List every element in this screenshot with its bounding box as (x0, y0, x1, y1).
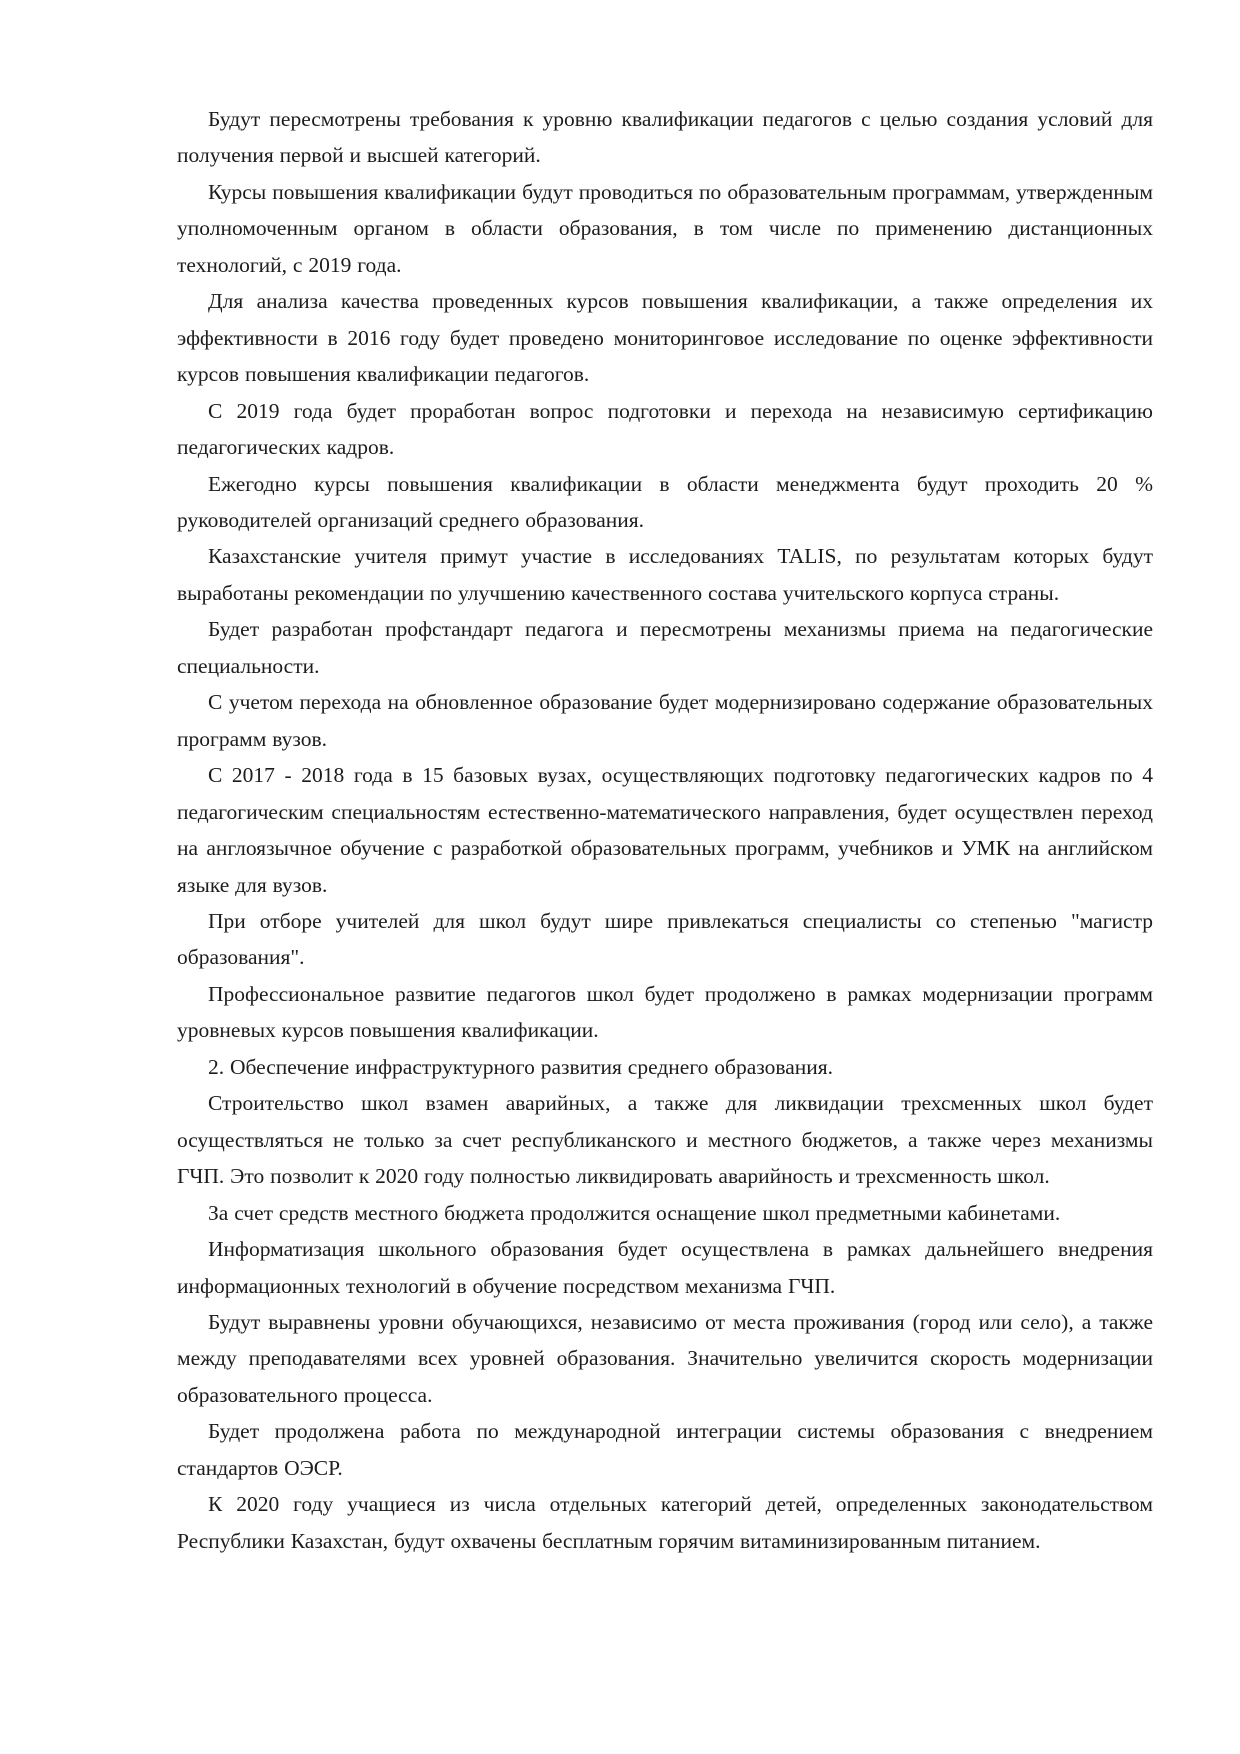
paragraph: При отборе учителей для школ будут шире привлекаться специалисты со степенью "магистр образования". (177, 908, 1153, 970)
document-body (177, 101, 1153, 1559)
paragraph: Будут пересмотрены требования к уровню квалификации педагогов с целью создания условий для получения первой и высшей категорий. (177, 107, 1153, 168)
paragraph: 2. Обеспечение инфраструктурного развития среднего образования. (208, 1054, 834, 1079)
paragraph: С 2017 - 2018 года в 15 базовых вузах, осуществляющих подготовку педагогических кадров по 4 педагогическим специальностям естественно-математического направления, будет осуществлен переход на англоязычное обучение с разработкой образовательных программ, учебников и УМК на английском языке для вузов. (177, 763, 1153, 897)
paragraph: Казахстанские учителя примут участие в исследованиях TALIS, по результатам которых будут выработаны рекомендации по улучшению качественного состава учительского корпуса страны. (177, 544, 1153, 605)
paragraph: Курсы повышения квалификации будут проводиться по образовательным программам, утвержденным уполномоченным органом в области образования, в том числе по применению дистанционных технологий, с 2019 года. (177, 179, 1153, 277)
paragraph: Информатизация школьного образования будет осуществлена в рамках дальнейшего внедрения информационных технологий в обучение посредством механизма ГЧП. (177, 1237, 1153, 1298)
paragraph: С учетом перехода на обновленное образование будет модернизировано содержание образовательных программ вузов. (177, 690, 1153, 751)
paragraph: Будет продолжена работа по международной интеграции системы образования с внедрением стандартов ОЭСР. (177, 1419, 1153, 1480)
paragraph: Строительство школ взамен аварийных, а также для ликвидации трехсменных школ будет осуществляться не только за счет республиканского и местного бюджетов, а также через механизмы ГЧП. Это позволит к 2020 году полностью ликвидировать аварийность и трехсменность школ. (177, 1091, 1153, 1189)
paragraph: К 2020 году учащиеся из числа отдельных категорий детей, определенных законодательством Республики Казахстан, будут охвачены бесплатным горячим витаминизированным питанием. (177, 1492, 1153, 1553)
paragraph: Ежегодно курсы повышения квалификации в области менеджмента будут проходить 20 % руководителей организаций среднего образования. (177, 471, 1153, 532)
paragraph: Будут выравнены уровни обучающихся, независимо от места проживания (город или село), а также между преподавателями всех уровней образования. Значительно увеличится скорость модернизации образовательного процесса. (177, 1309, 1153, 1407)
paragraph: Профессиональное развитие педагогов школ будет продолжено в рамках модернизации программ уровневых курсов повышения квалификации. (177, 981, 1153, 1043)
paragraph: С 2019 года будет проработан вопрос подготовки и перехода на независимую сертификацию педагогических кадров. (177, 398, 1153, 460)
paragraph: Будет разработан профстандарт педагога и пересмотрены механизмы приема на педагогические специальности. (177, 617, 1153, 678)
paragraph: За счет средств местного бюджета продолжится оснащение школ предметными кабинетами. (208, 1200, 1061, 1225)
paragraph: Для анализа качества проведенных курсов повышения квалификации, а также определения их эффективности в 2016 году будет проведено мониторинговое исследование по оценке эффективности курсов повышения квалификации педагогов. (177, 289, 1153, 387)
